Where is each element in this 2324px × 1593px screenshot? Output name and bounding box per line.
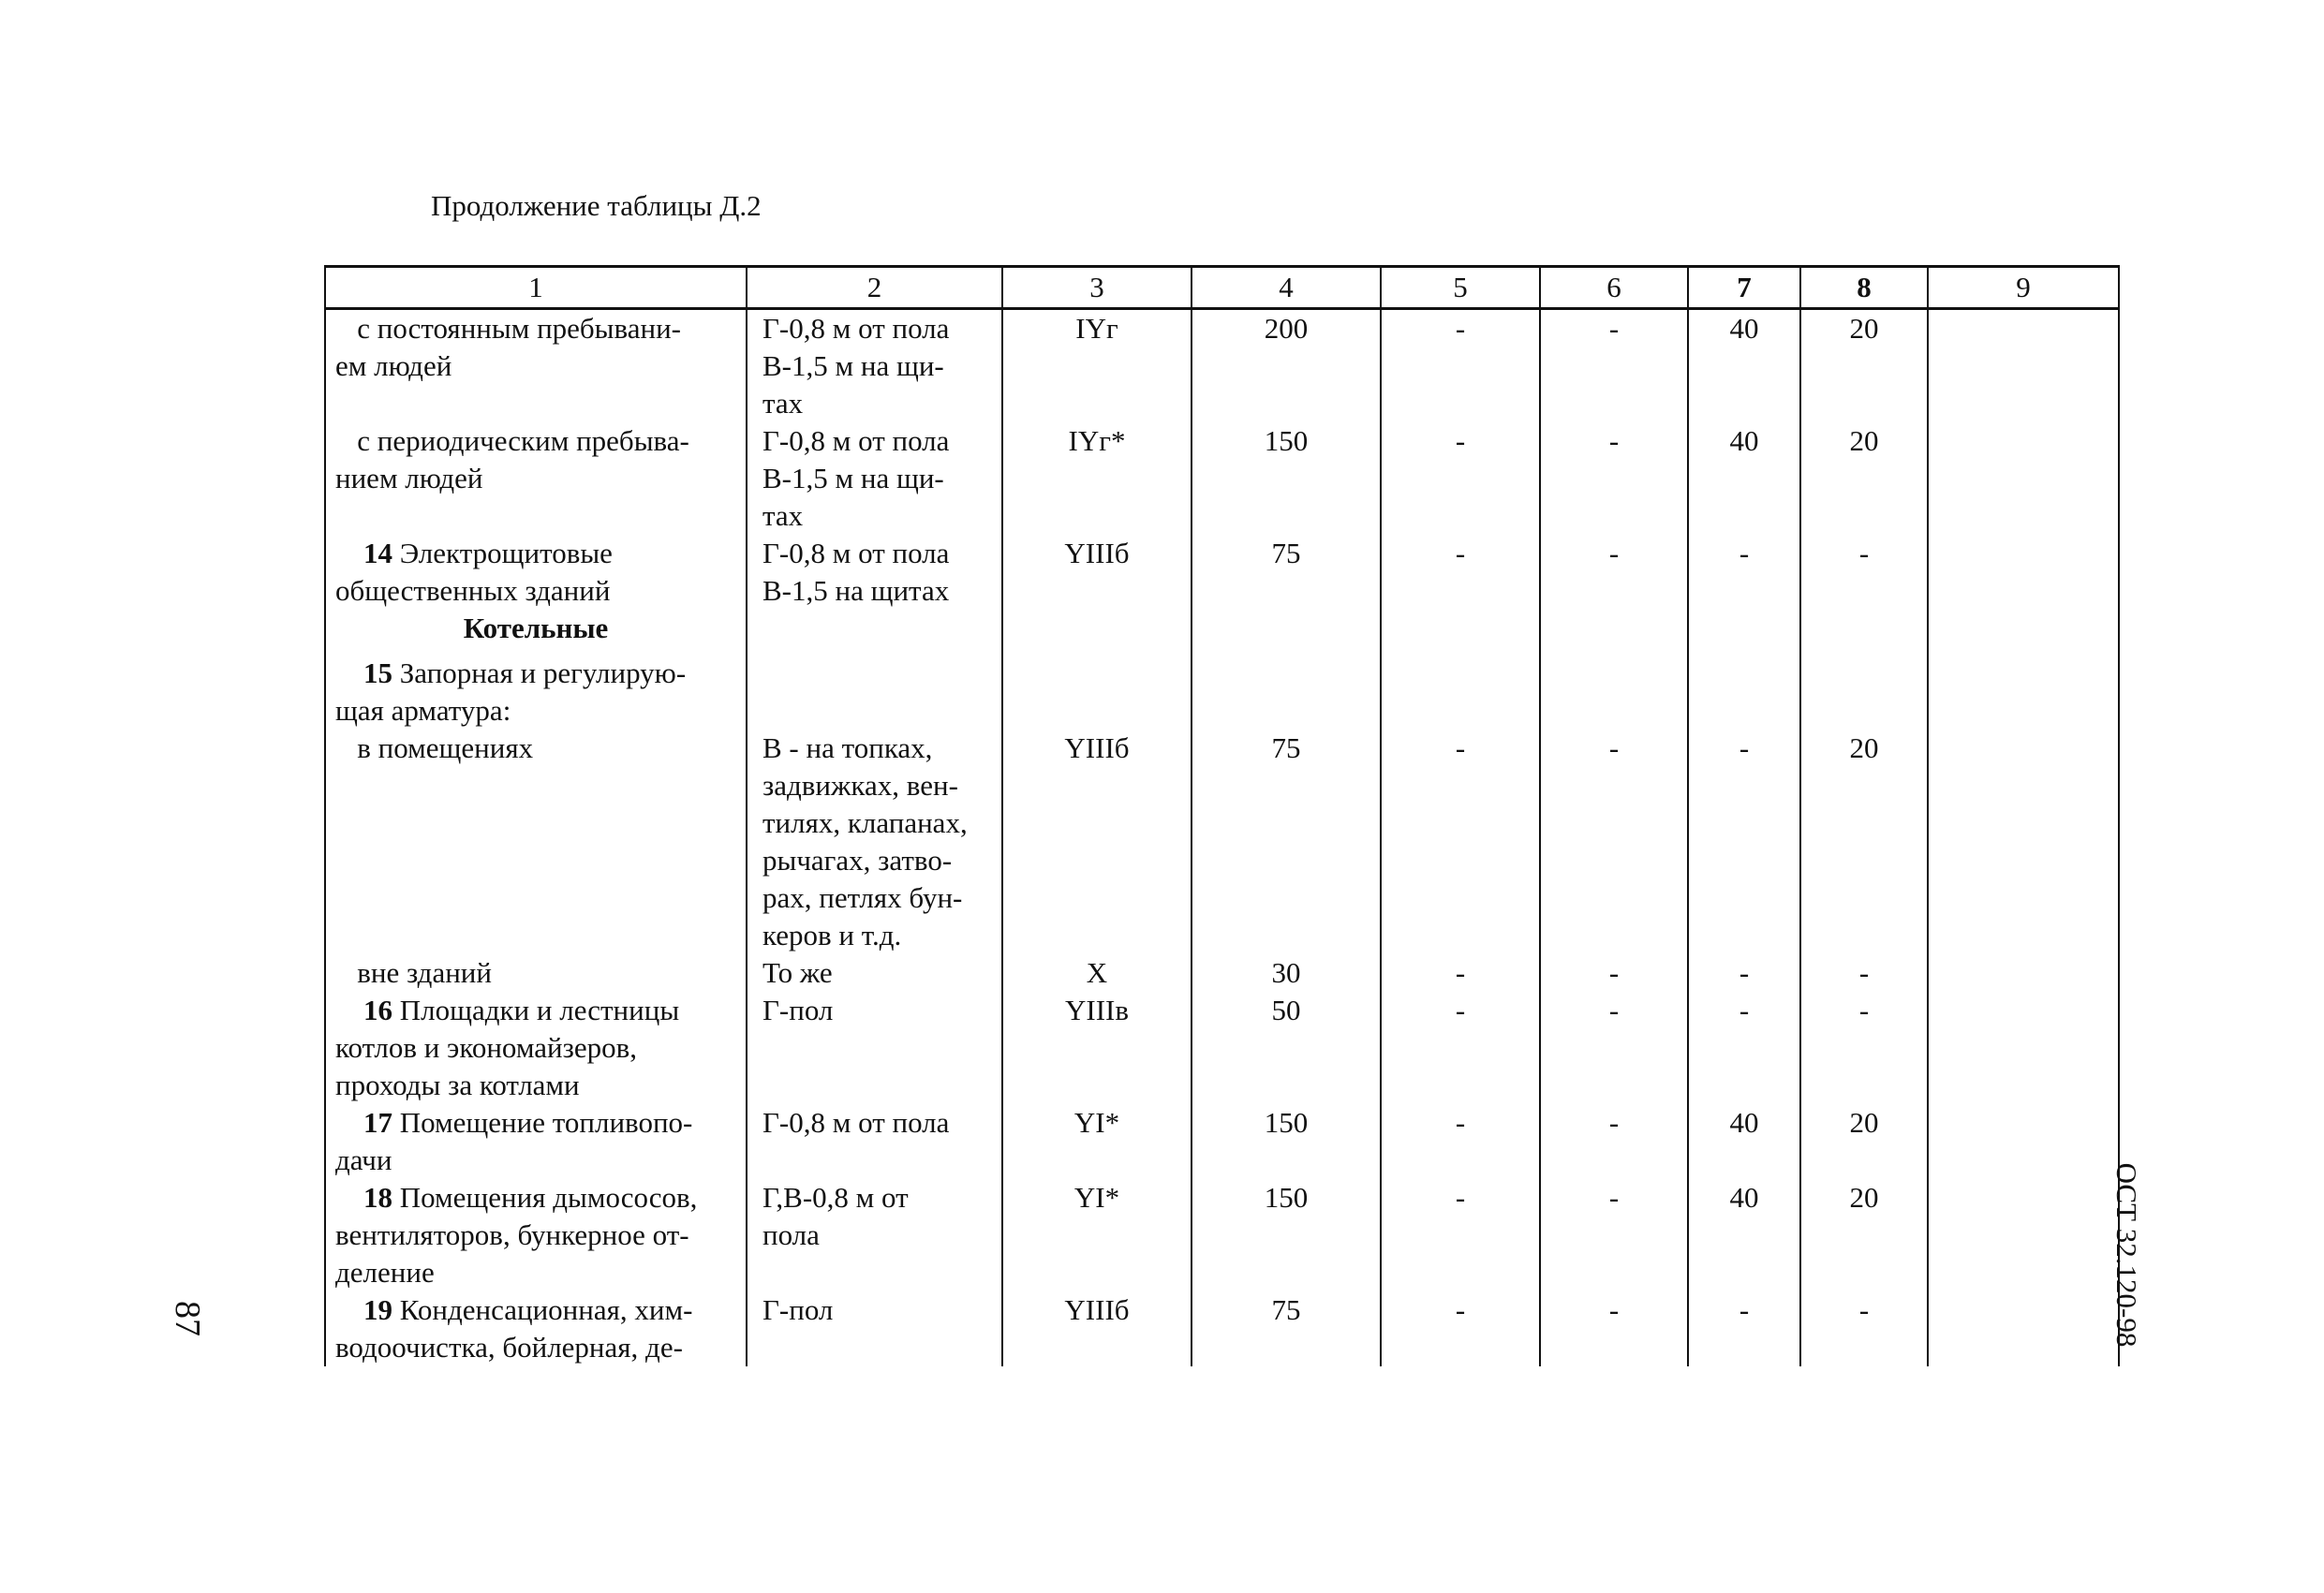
value-cell-col-9 xyxy=(1928,992,2119,1104)
value-cell-col-4: 50 xyxy=(1192,992,1381,1104)
value-cell-col-6: - xyxy=(1540,309,1688,423)
value-cell-col-8: 20 xyxy=(1800,1104,1928,1179)
room-description: с периодическим пребыва- нием людей xyxy=(335,424,689,494)
table-row xyxy=(325,535,2119,610)
value-cell-col-6: - xyxy=(1540,730,1688,954)
value-cell-col-3: YIIIб xyxy=(1002,730,1192,954)
column-number-1: 1 xyxy=(325,267,747,309)
room-description-cell xyxy=(325,992,747,1104)
value-cell-col-3: YIIIв xyxy=(1002,992,1192,1104)
value-cell-col-9 xyxy=(1928,309,2119,423)
room-description-cell xyxy=(325,309,747,423)
value-cell-col-5: - xyxy=(1381,1179,1540,1291)
value-cell-col-7 xyxy=(1688,655,1800,730)
value-cell-col-7: - xyxy=(1688,992,1800,1104)
value-cell-col-8: - xyxy=(1800,954,1928,992)
item-number: 14 xyxy=(363,537,392,569)
value-cell-col-4: 75 xyxy=(1192,730,1381,954)
room-description-cell xyxy=(325,422,747,535)
value-cell-col-3: YIIIб xyxy=(1002,535,1192,610)
value-cell-col-3: YIIIб xyxy=(1002,1291,1192,1366)
table-row xyxy=(325,655,2119,730)
value-cell-col-8: - xyxy=(1800,1291,1928,1366)
working-surface-cell xyxy=(747,422,1002,535)
value-cell-col-9 xyxy=(1928,1104,2119,1179)
working-surface: Г-пол xyxy=(762,1293,834,1326)
value-cell-col-5 xyxy=(1381,655,1540,730)
value-cell-col-5: - xyxy=(1381,992,1540,1104)
value-cell-col-3: X xyxy=(1002,954,1192,992)
value-cell-col-6 xyxy=(1540,655,1688,730)
document-id: ОСТ 32.120-98 xyxy=(2110,1162,2143,1348)
value-cell-col-7: 40 xyxy=(1688,1179,1800,1291)
room-description-cell xyxy=(325,730,747,954)
table-row xyxy=(325,422,2119,535)
item-number: 16 xyxy=(363,994,392,1026)
value-cell-col-3: IYг xyxy=(1002,309,1192,423)
value-cell-col-7: - xyxy=(1688,535,1800,610)
value-cell-col-7: - xyxy=(1688,1291,1800,1366)
working-surface-cell xyxy=(747,1104,1002,1179)
value-cell-col-7: 40 xyxy=(1688,1104,1800,1179)
working-surface-cell xyxy=(747,655,1002,730)
group-heading: Котельные xyxy=(463,612,609,644)
table-body xyxy=(325,309,2119,1367)
value-cell-col-8: 20 xyxy=(1800,309,1928,423)
value-cell-col-6: - xyxy=(1540,954,1688,992)
working-surface-cell xyxy=(747,954,1002,992)
value-cell-col-6: - xyxy=(1540,1179,1688,1291)
working-surface-cell xyxy=(747,992,1002,1104)
value-cell-col-9 xyxy=(1928,655,2119,730)
empty-cell xyxy=(1540,610,1688,655)
value-cell-col-4: 75 xyxy=(1192,535,1381,610)
room-description-cell xyxy=(325,535,747,610)
empty-cell xyxy=(1002,610,1192,655)
value-cell-col-6: - xyxy=(1540,992,1688,1104)
table-row xyxy=(325,610,2119,655)
value-cell-col-8 xyxy=(1800,655,1928,730)
table-row xyxy=(325,1179,2119,1291)
empty-cell xyxy=(1688,610,1800,655)
working-surface: В - на топках, задвижках, вен- тилях, клапанах, рычагах, затво- рах, петлях бун- керов и т.д. xyxy=(762,731,968,951)
value-cell-col-5: - xyxy=(1381,309,1540,423)
value-cell-col-6: - xyxy=(1540,535,1688,610)
value-cell-col-5: - xyxy=(1381,954,1540,992)
value-cell-col-4 xyxy=(1192,655,1381,730)
empty-cell xyxy=(1928,610,2119,655)
value-cell-col-6: - xyxy=(1540,422,1688,535)
room-description: Электрощитовые общественных зданий xyxy=(335,537,613,607)
column-number-9: 9 xyxy=(1928,267,2119,309)
value-cell-col-7: - xyxy=(1688,954,1800,992)
column-number-6: 6 xyxy=(1540,267,1688,309)
value-cell-col-5: - xyxy=(1381,535,1540,610)
working-surface-cell xyxy=(747,535,1002,610)
value-cell-col-7: 40 xyxy=(1688,309,1800,423)
value-cell-col-4: 150 xyxy=(1192,422,1381,535)
value-cell-col-3: YI* xyxy=(1002,1104,1192,1179)
working-surface-cell xyxy=(747,730,1002,954)
value-cell-col-9 xyxy=(1928,535,2119,610)
item-number: 19 xyxy=(363,1293,392,1326)
table-row xyxy=(325,309,2119,423)
value-cell-col-8: - xyxy=(1800,992,1928,1104)
working-surface: Г-0,8 м от пола В-1,5 на щитах xyxy=(762,537,950,607)
working-surface: Г-0,8 м от пола xyxy=(762,1106,950,1139)
table-row xyxy=(325,992,2119,1104)
group-heading-cell xyxy=(325,610,747,655)
table-caption: Продолжение таблицы Д.2 xyxy=(431,189,762,222)
column-number-4: 4 xyxy=(1192,267,1381,309)
table-row xyxy=(325,730,2119,954)
value-cell-col-9 xyxy=(1928,954,2119,992)
value-cell-col-8: 20 xyxy=(1800,422,1928,535)
value-cell-col-9 xyxy=(1928,730,2119,954)
column-number-5: 5 xyxy=(1381,267,1540,309)
column-number-8: 8 xyxy=(1800,267,1928,309)
value-cell-col-6: - xyxy=(1540,1104,1688,1179)
value-cell-col-9 xyxy=(1928,1179,2119,1291)
working-surface: Г-пол xyxy=(762,994,834,1026)
working-surface-cell xyxy=(747,1291,1002,1366)
value-cell-col-8: 20 xyxy=(1800,1179,1928,1291)
value-cell-col-8: - xyxy=(1800,535,1928,610)
column-number-row xyxy=(325,267,2119,309)
value-cell-col-6: - xyxy=(1540,1291,1688,1366)
value-cell-col-8: 20 xyxy=(1800,730,1928,954)
value-cell-col-7: - xyxy=(1688,730,1800,954)
item-number: 17 xyxy=(363,1106,392,1139)
room-description: вне зданий xyxy=(335,956,492,989)
value-cell-col-4: 200 xyxy=(1192,309,1381,423)
column-number-7: 7 xyxy=(1688,267,1800,309)
table-container xyxy=(324,265,2120,1366)
column-number-3: 3 xyxy=(1002,267,1192,309)
room-description: Запорная и регулирую- щая арматура: xyxy=(335,656,687,727)
room-description: с постоянным пребывани- ем людей xyxy=(335,312,682,382)
value-cell-col-5: - xyxy=(1381,422,1540,535)
value-cell-col-4: 150 xyxy=(1192,1104,1381,1179)
column-number-2: 2 xyxy=(747,267,1002,309)
room-description: Помещение топливопо- дачи xyxy=(335,1106,693,1176)
empty-cell xyxy=(1381,610,1540,655)
value-cell-col-3: IYг* xyxy=(1002,422,1192,535)
working-surface: То же xyxy=(762,956,833,989)
room-description-cell xyxy=(325,1179,747,1291)
value-cell-col-9 xyxy=(1928,1291,2119,1366)
table-row xyxy=(325,954,2119,992)
room-description: Площадки и лестницы котлов и экономайзеров, проходы за котлами xyxy=(335,994,680,1101)
value-cell-col-5: - xyxy=(1381,1104,1540,1179)
value-cell-col-7: 40 xyxy=(1688,422,1800,535)
page-number: 87 xyxy=(168,1301,207,1336)
room-description: в помещениях xyxy=(335,731,534,764)
room-description: Помещения дымососов, вентиляторов, бункерное от- деление xyxy=(335,1181,698,1289)
item-number: 15 xyxy=(363,656,392,689)
working-surface: Г,В-0,8 м от пола xyxy=(762,1181,909,1251)
value-cell-col-9 xyxy=(1928,422,2119,535)
value-cell-col-5: - xyxy=(1381,730,1540,954)
room-description-cell xyxy=(325,655,747,730)
value-cell-col-4: 75 xyxy=(1192,1291,1381,1366)
working-surface: Г-0,8 м от пола В-1,5 м на щи- тах xyxy=(762,312,950,420)
value-cell-col-3 xyxy=(1002,655,1192,730)
room-description-cell xyxy=(325,1104,747,1179)
data-table xyxy=(324,265,2120,1366)
empty-cell xyxy=(1192,610,1381,655)
table-row xyxy=(325,1104,2119,1179)
working-surface: Г-0,8 м от пола В-1,5 м на щи- тах xyxy=(762,424,950,532)
table-row xyxy=(325,1291,2119,1366)
empty-cell xyxy=(1800,610,1928,655)
room-description-cell xyxy=(325,1291,747,1366)
working-surface-cell xyxy=(747,309,1002,423)
empty-cell xyxy=(747,610,1002,655)
value-cell-col-4: 150 xyxy=(1192,1179,1381,1291)
working-surface-cell xyxy=(747,1179,1002,1291)
room-description: Конденсационная, хим- водоочистка, бойлерная, де- xyxy=(335,1293,693,1364)
value-cell-col-4: 30 xyxy=(1192,954,1381,992)
item-number: 18 xyxy=(363,1181,392,1214)
value-cell-col-5: - xyxy=(1381,1291,1540,1366)
value-cell-col-3: YI* xyxy=(1002,1179,1192,1291)
room-description-cell xyxy=(325,954,747,992)
